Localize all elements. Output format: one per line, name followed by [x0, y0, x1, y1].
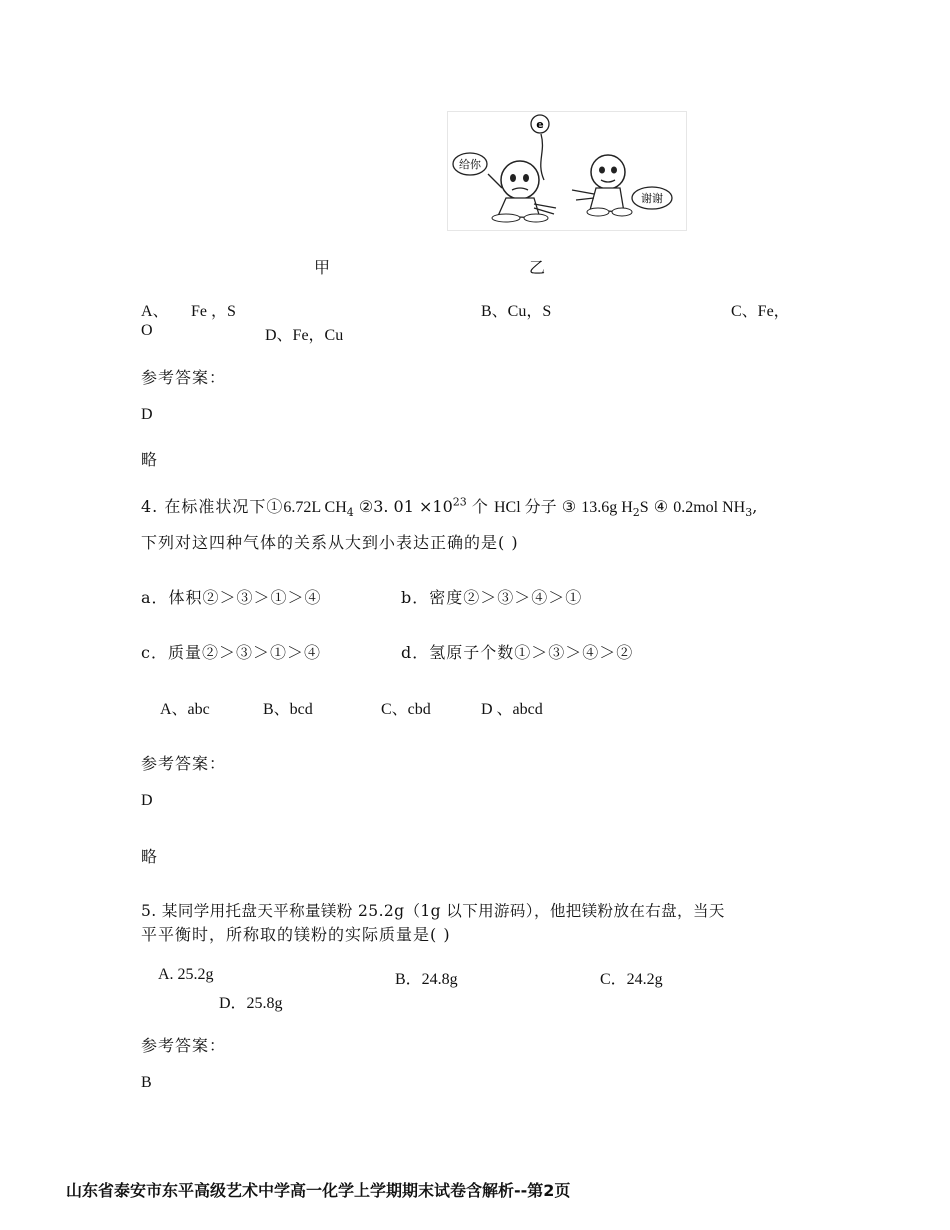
- q4-item-c: c．质量②＞③＞①＞④: [141, 643, 321, 662]
- q4-option-a: A、abc: [160, 701, 210, 718]
- electron-label: e: [536, 118, 544, 131]
- q5-option-c: C．24.2g: [600, 971, 663, 988]
- q3-answer: D: [141, 406, 153, 423]
- electron-transfer-figure: [447, 111, 687, 231]
- q4-answer: D: [141, 792, 153, 809]
- q3-option-a-label: A、: [141, 303, 169, 320]
- q4-option-c: C、cbd: [381, 701, 431, 718]
- caption-left: 甲: [314, 258, 332, 277]
- q4-stem: 4. 在标准状况下①6.72L $CH_4$ ②3. $01 \times 10^{23}$ 个 HCl 分子 ③ 13.6g $H_2S$ ④ 0.2mol $NH_3$,: [141, 495, 758, 520]
- q4-item-a: a．体积②＞③＞①＞④: [141, 588, 322, 607]
- q5-stem-line1: 5. 某同学用托盘天平称量镁粉 25.2g（1g 以下用游码），他把镁粉放在右盘，当天: [141, 902, 725, 920]
- q3-option-c: C、Fe，: [731, 303, 790, 320]
- q3-option-c-cont: O: [141, 322, 153, 339]
- q3-option-d: D、Fe，Cu: [265, 327, 344, 344]
- q5-option-a: A. 25.2g: [158, 966, 214, 983]
- caption-right: 乙: [529, 258, 547, 277]
- q3-option-b: B、Cu，S: [481, 303, 552, 320]
- q4-option-b: B、bcd: [263, 701, 313, 718]
- q4-answer-label: 参考答案：: [141, 754, 227, 773]
- page-footer: 山东省泰安市东平高级艺术中学高一化学上学期期末试卷含解析--第2页: [66, 1181, 571, 1200]
- q4-item-d: d．氢原子个数①＞③＞④＞②: [401, 643, 634, 662]
- q4-stem-line2: 下列对这四种气体的关系从大到小表达正确的是( ): [141, 533, 519, 552]
- q5-answer: B: [141, 1074, 152, 1091]
- q3-note: 略: [141, 450, 159, 469]
- q4-option-d: D 、abcd: [481, 701, 543, 718]
- q3-option-a-text: Fe ，S: [191, 303, 236, 320]
- q4-note: 略: [141, 847, 159, 866]
- q5-stem-line2: 平平衡时，所称取的镁粉的实际质量是( ): [141, 925, 451, 944]
- q5-option-b: B．24.8g: [395, 971, 458, 988]
- q5-option-d: D．25.8g: [219, 995, 283, 1012]
- cartoon-illustration: [448, 112, 686, 230]
- speech-left: 给你: [459, 158, 481, 171]
- q4-item-b: b．密度②＞③＞④＞①: [401, 588, 583, 607]
- q3-answer-label: 参考答案：: [141, 368, 227, 387]
- q5-answer-label: 参考答案：: [141, 1036, 227, 1055]
- speech-right: 谢谢: [641, 192, 663, 205]
